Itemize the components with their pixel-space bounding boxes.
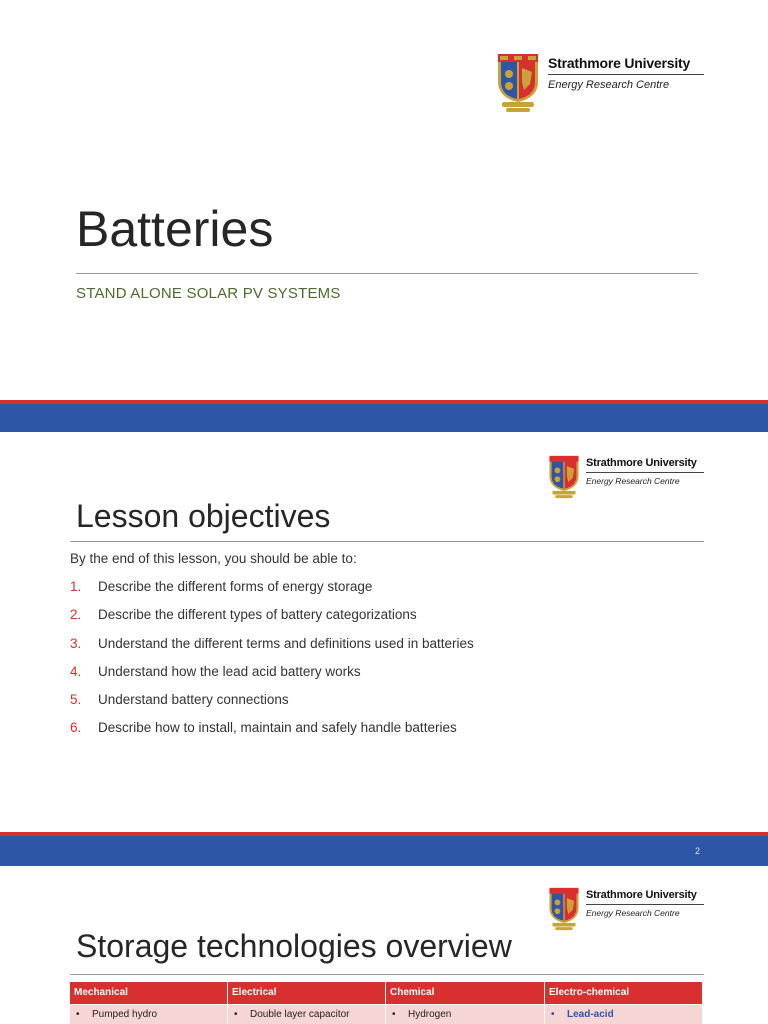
objectives-list <box>70 579 474 749</box>
university-logo <box>496 52 704 114</box>
objective-text: Understand the different terms and definitions used in batteries <box>98 635 474 651</box>
table-header-electrical: Electrical <box>228 982 386 1004</box>
logo-centre-name: Energy Research Centre <box>586 908 680 918</box>
logo-centre-name: Energy Research Centre <box>548 79 670 91</box>
table-cell <box>228 1004 386 1024</box>
title-divider <box>76 273 698 274</box>
objective-text: Understand how the lead acid battery works <box>98 663 361 679</box>
objective-item <box>70 579 474 607</box>
objective-text: Describe how to install, maintain and safely handle batteries <box>98 720 457 736</box>
objective-text: Describe the different types of battery categorizations <box>98 607 417 623</box>
title-divider <box>70 974 704 975</box>
university-logo <box>548 886 704 932</box>
objective-item <box>70 720 474 748</box>
university-crest-icon <box>496 52 540 114</box>
logo-divider <box>548 74 704 75</box>
objective-item <box>70 692 474 720</box>
bullet-icon: • <box>392 1009 396 1020</box>
university-crest-icon <box>548 886 580 932</box>
table-header-electro-chemical: Electro-chemical <box>545 982 703 1004</box>
table-cell <box>386 1004 545 1024</box>
table-cell-highlighted <box>545 1004 703 1024</box>
storage-technologies-table <box>70 982 703 1024</box>
objective-number: 6. <box>70 720 82 736</box>
objective-text: Describe the different forms of energy storage <box>98 579 373 594</box>
objective-text: Understand battery connections <box>98 692 289 708</box>
objective-number: 5. <box>70 692 82 708</box>
slide-title: Storage technologies overview <box>76 928 512 964</box>
title-divider <box>70 541 704 542</box>
logo-divider <box>586 904 704 905</box>
slide-title: Lesson objectives <box>76 498 331 534</box>
logo-university-name: Strathmore University <box>586 457 697 469</box>
objective-item <box>70 664 474 692</box>
page-number: 2 <box>694 846 700 856</box>
slide-subtitle: STAND ALONE SOLAR PV SYSTEMS <box>76 285 341 302</box>
logo-university-name: Strathmore University <box>586 889 697 901</box>
table-header-chemical: Chemical <box>386 982 545 1004</box>
bullet-icon: • <box>551 1009 555 1020</box>
table-cell-text: Lead-acid <box>567 1009 614 1020</box>
table-cell-text: Hydrogen <box>408 1009 452 1020</box>
university-crest-icon <box>548 454 580 500</box>
slide-footer-blue-band <box>0 836 768 866</box>
logo-university-name: Strathmore University <box>548 55 691 71</box>
objective-item <box>70 607 474 635</box>
bullet-icon: • <box>234 1009 238 1020</box>
objectives-intro: By the end of this lesson, you should be able to: <box>70 551 357 566</box>
objective-number: 3. <box>70 635 82 651</box>
table-header-mechanical: Mechanical <box>70 982 228 1004</box>
table-cell-text: Double layer capacitor <box>250 1009 350 1020</box>
objective-item <box>70 636 474 664</box>
objective-number: 4. <box>70 663 82 679</box>
table-cell <box>70 1004 228 1024</box>
table-cell-text: Pumped hydro <box>92 1009 158 1020</box>
university-logo <box>548 454 704 500</box>
objectives-slide <box>0 432 768 832</box>
slide-footer-blue-band <box>0 404 768 432</box>
title-slide <box>0 0 768 400</box>
logo-divider <box>586 472 704 473</box>
slide-title: Batteries <box>76 201 274 257</box>
bullet-icon: • <box>76 1009 80 1020</box>
objective-number: 1. <box>70 579 82 594</box>
storage-overview-slide <box>0 866 768 1024</box>
logo-centre-name: Energy Research Centre <box>586 476 680 486</box>
objective-number: 2. <box>70 607 82 623</box>
